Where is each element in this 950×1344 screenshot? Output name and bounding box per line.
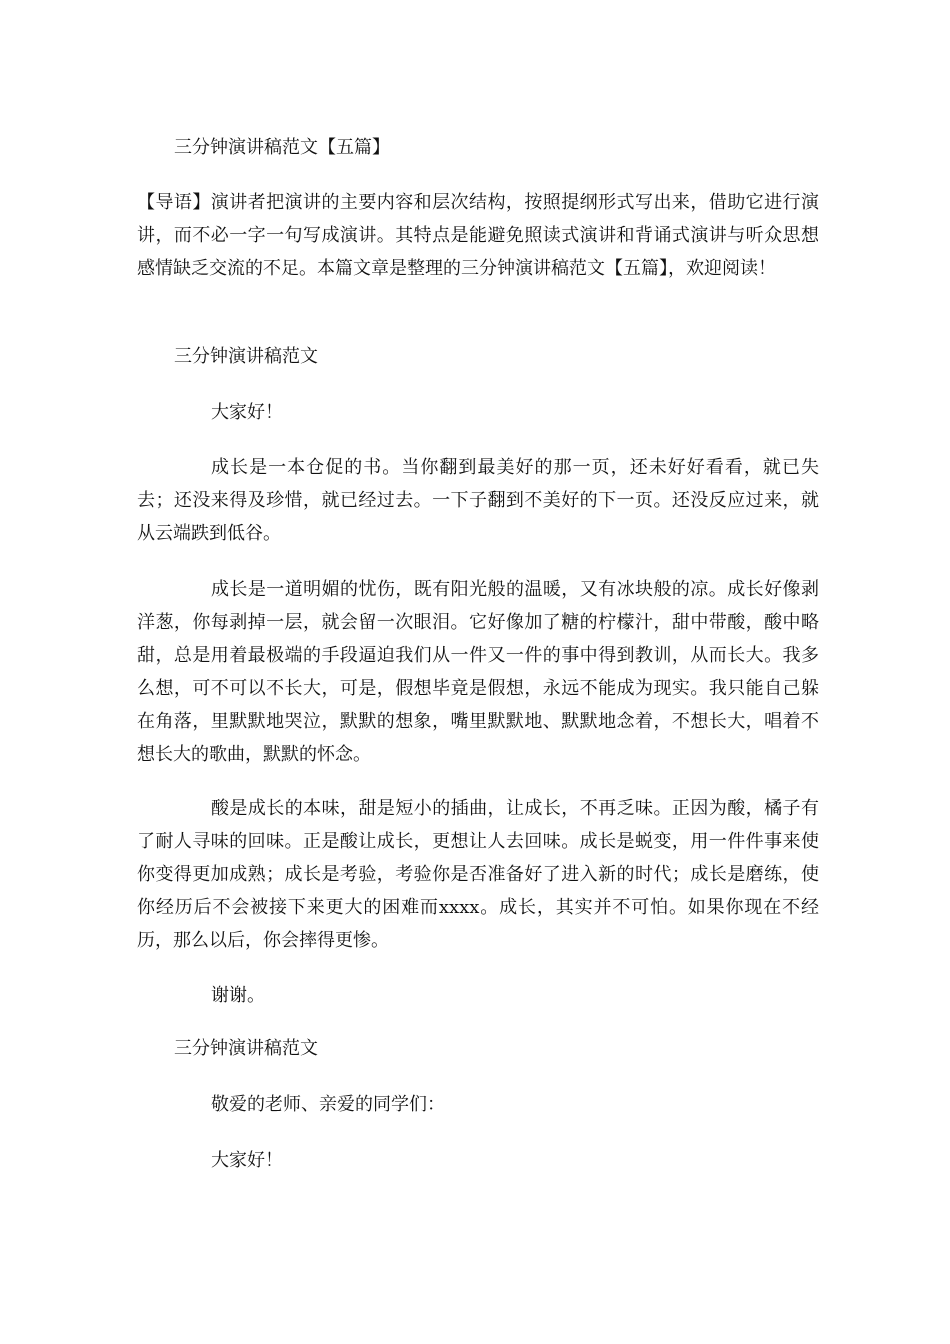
section-1-paragraph-2: 成长是一道明媚的忧伤，既有阳光般的温暖，又有冰块般的凉。成长好像剥洋葱，你每剥掉一层，就会留一次眼泪。它好像加了糖的柠檬汁，甜中带酸，酸中略甜，总是用着最极端的手段逼迫我们从一件又一件的事中得到教训，从而长大。我多么想，可不可以不长大，可是，假想毕竟是假想，永远不能成为现实。我只能自己躲在角落，里默默地哭泣，默默的想象，嘴里默默地、默默地念着，不想长大，唱着不想长大的歌曲，默默的怀念。	[137, 579, 819, 765]
document-title: 三分钟演讲稿范文【五篇】	[174, 137, 390, 158]
section-2-salutation: 敬爱的老师、亲爱的同学们：	[211, 1094, 445, 1115]
section-1-greeting: 大家好！	[211, 402, 283, 423]
section-1-closing: 谢谢。	[211, 985, 265, 1006]
section-1-paragraph-3: 酸是成长的本味，甜是短小的插曲，让成长，不再乏味。正因为酸，橘子有了耐人寻味的回味。正是酸让成长，更想让人去回味。成长是蜕变，用一件件事来使你变得更加成熟；成长是考验，考验你是否准备好了进入新的时代；成长是磨练，使你经历后不会被接下来更大的困难而xxxx。成长，其实并不可怕。如果你现在不经历，那么以后，你会摔得更惨。	[137, 798, 819, 951]
section-2-greeting: 大家好！	[211, 1150, 283, 1171]
section-1-paragraph-1: 成长是一本仓促的书。当你翻到最美好的那一页，还未好好看看，就已失去；还没来得及珍惜，就已经过去。一下子翻到不美好的下一页。还没反应过来，就从云端跌到低谷。	[137, 457, 819, 544]
intro-paragraph: 【导语】演讲者把演讲的主要内容和层次结构，按照提纲形式写出来，借助它进行演讲，而不必一字一句写成演讲。其特点是能避免照读式演讲和背诵式演讲与听众思想感情缺乏交流的不足。本篇文章是整理的三分钟演讲稿范文【五篇】，欢迎阅读！	[137, 192, 819, 279]
section-heading-1: 三分钟演讲稿范文	[174, 346, 318, 367]
section-heading-2: 三分钟演讲稿范文	[174, 1038, 318, 1059]
